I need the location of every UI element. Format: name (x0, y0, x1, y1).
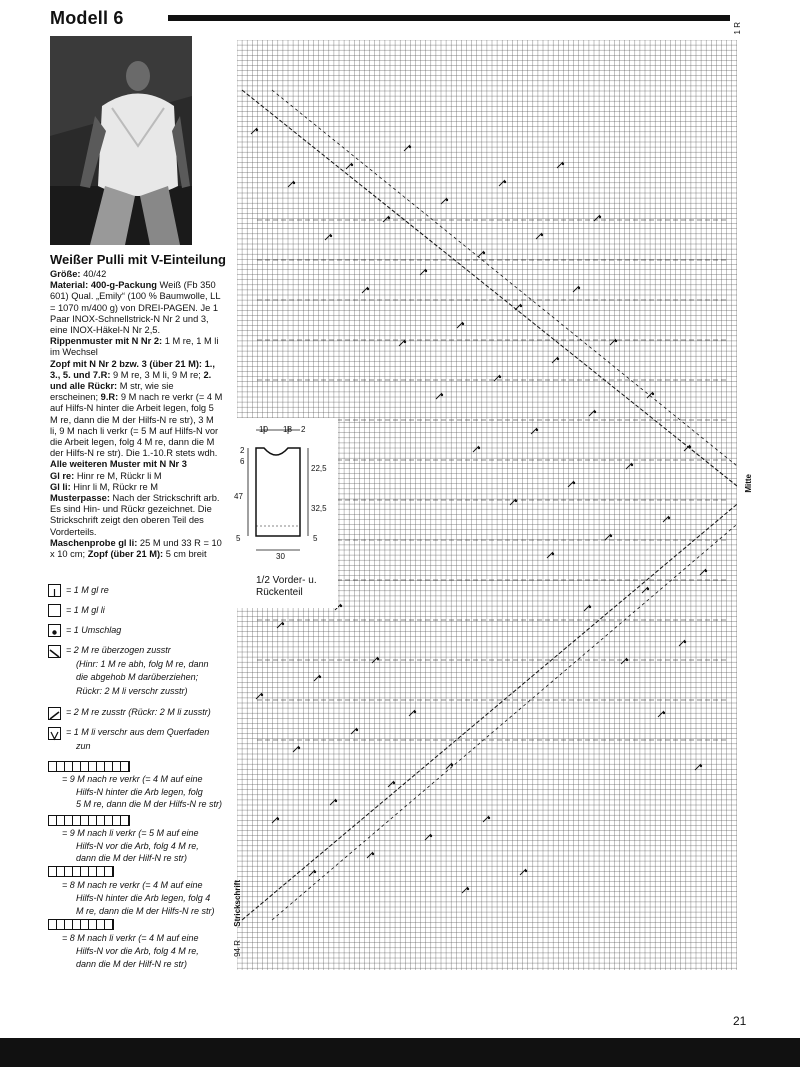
legend-increase: = 1 M li verschr aus dem Querfaden (66, 727, 210, 737)
k2tog-symbol-icon (48, 707, 61, 720)
knit-symbol-icon (48, 584, 61, 597)
legend-cable-2a: = 9 M nach li verkr (= 5 M auf eine (62, 828, 199, 838)
legend-ssk-detail-3: Rückr: 2 M li verschr zusstr) (76, 686, 188, 696)
legend-ssk: = 2 M re überzogen zusstr (66, 645, 171, 655)
legend-cable-4b: Hilfs-N vor die Arb, folg 4 M re, (76, 946, 199, 956)
legend-ssk-detail-2: die abgehob M darüberziehen; (76, 672, 199, 682)
dim-left-1: 2 (240, 446, 245, 455)
dim-top-3: 2 (301, 425, 306, 434)
legend-cable-3c: M re, dann die M der Hilfs-N re str) (76, 906, 215, 916)
dim-top-1: 10 (259, 425, 268, 434)
header-rule (168, 15, 730, 21)
legend-cable-3b: Hilfs-N hinter die Arb legen, folg 4 (76, 893, 211, 903)
legend-cable-4a: = 8 M nach li verkr (= 4 M auf eine (62, 933, 199, 943)
increase-symbol-icon (48, 727, 61, 740)
legend-cable-1a: = 9 M nach re verkr (= 4 M auf eine (62, 774, 203, 784)
dim-bottom: 30 (276, 552, 285, 561)
cable-left-8-icon (48, 919, 114, 930)
ssk-symbol-icon (48, 645, 61, 658)
chart-label: Strickschrift (233, 880, 242, 927)
model-title: Modell 6 (50, 8, 124, 28)
legend-cable-1b: Hilfs-N hinter die Arb legen, folg (76, 787, 203, 797)
legend-yarn-over: = 1 Umschlag (66, 625, 122, 635)
dim-right-1: 22,5 (311, 464, 327, 473)
pattern-title: Weißer Pulli mit V-Einteilung (50, 252, 227, 267)
dim-top-2: 18 (283, 425, 292, 434)
chart-row-label: 94 R (233, 940, 242, 957)
cable-right-9-icon (48, 761, 130, 772)
legend-knit: = 1 M gl re (66, 585, 109, 595)
legend-ssk-detail-1: (Hinr: 1 M re abh, folg M re, dann (76, 659, 209, 669)
legend-cable-1c: 5 M re, dann die M der Hilfs-N re str) (76, 799, 223, 809)
legend-purl: = 1 M gl li (66, 605, 105, 615)
model-photo (50, 36, 192, 245)
legend-k2tog: = 2 M re zusstr (Rückr: 2 M li zusstr) (66, 707, 211, 717)
instructions: Größe: 40/42 Material: 400-g-Packung Weiß (Fb 350 601) Qual. „Emily“ (100 % Baumwolle, LL = 1070 m/400 g) von DREI-PAGEN. Je 1 Paar INOX-Schnellstrick-N Nr 2 und 3, eine INOX-Häkel-N Nr 2,5. Rippenmuster mit N Nr 2: 1 M re, 1 M li im Wechsel Zopf mit N Nr 2 bzw. 3 (über 21 M): 1., 3., 5. und 7.R: 9 M re, 3 M li, 9 M re; 2. und alle Rückr: M str, wie sie erscheinen; 9.R: 9 M nach re verkr (= 4 M auf Hilfs-N hinter die Arbeit legen, folg 5 M re, dann die M der Hilfs-N re str), 3 M li, 9 M nach li verkr (= 5 M auf Hilfs-N vor die Arbeit legen, folg 4 M re, dann die M der Hilfs-N re str). Die 1.-10.R stets wdh. Alle weiteren Muster mit N Nr 3 Gl re: Hinr re M, Rückr li M Gl li: Hinr li M, Rückr re M Musterpasse: Nach der Strickschrift arb. Es sind Hin- und Rückr gezeichnet. Die Strickschrift zeigt den oberen Teil des Vorderteils. Maschenprobe gl li: 25 M und 33 R = 10 x 10 cm; Zopf (über 21 M): 5 cm breit (50, 269, 223, 560)
legend-cable-3a: = 8 M nach re verkr (= 4 M auf eine (62, 880, 203, 890)
legend-cable-2b: Hilfs-N vor die Arb, folg 4 M re, (76, 841, 199, 851)
dim-left-3: 47 (234, 492, 243, 501)
row-label-top: 1 R (733, 22, 742, 35)
yarn-over-symbol-icon (48, 624, 61, 637)
center-label: Mitte (744, 474, 753, 493)
purl-symbol-icon (48, 604, 61, 617)
dim-right-3: 5 (313, 534, 318, 543)
dim-left-4: 5 (236, 534, 241, 543)
legend-cable-4c: dann die M der Hilf-N re str) (76, 959, 188, 969)
cable-left-9-icon (48, 815, 130, 826)
cable-right-8-icon (48, 866, 114, 877)
dim-left-2: 6 (240, 457, 245, 466)
legend-cable-2c: dann die M der Hilf-N re str) (76, 853, 188, 863)
legend-increase-detail: zun (76, 741, 91, 751)
schematic-caption: 1/2 Vorder- u. Rückenteil (256, 575, 317, 598)
scan-edge (0, 1038, 800, 1067)
page-number: 21 (733, 1014, 747, 1028)
dim-right-2: 32,5 (311, 504, 327, 513)
